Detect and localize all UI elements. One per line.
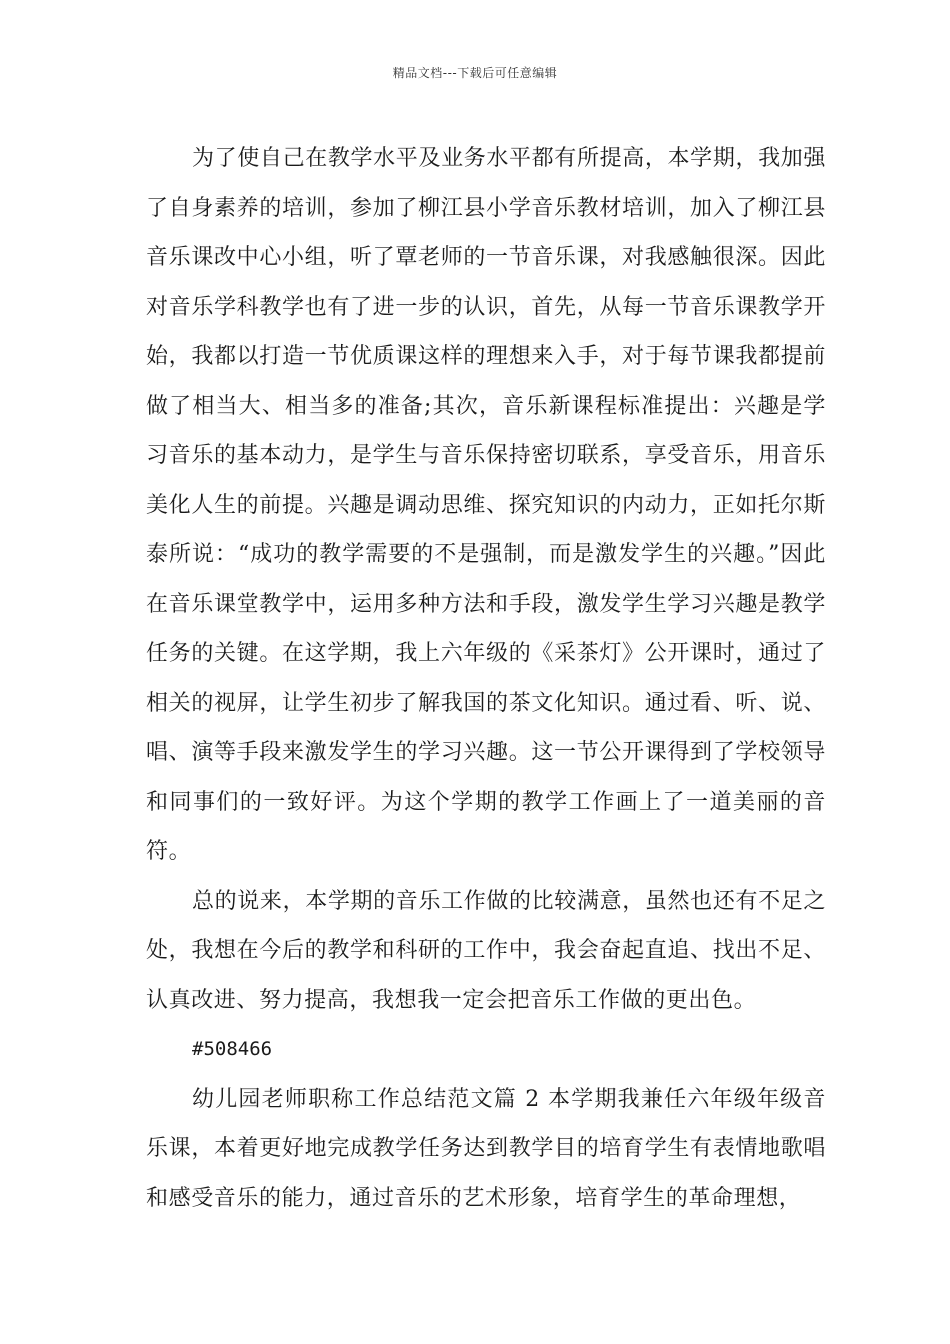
- paragraph-summary: 总的说来，本学期的音乐工作做的比较满意，虽然也还有不足之处，我想在今后的教学和科研的工作中，我会奋起直追、找出不足、认真改进、努力提高，我想我一定会把音乐工作做的更出色。: [146, 888, 826, 1013]
- paragraph-next-article: 幼儿园老师职称工作总结范文篇 2 本学期我兼任六年级年级音乐课，本着更好地完成教学任务达到教学目的培育学生有表情地歌唱和感受音乐的能力，通过音乐的艺术形象，培育学生的革命理想，: [146, 1086, 826, 1211]
- page-header: 精品文档---下载后可任意编辑: [392, 66, 558, 80]
- paragraph-teaching-improvement: 为了使自己在教学水平及业务水平都有所提高，本学期，我加强了自身素养的培训，参加了柳江县小学音乐教材培训，加入了柳江县音乐课改中心小组，听了覃老师的一节音乐课，对我感触很深。因此对音乐学科教学也有了进一步的认识，首先，从每一节音乐课教学开始，我都以打造一节优质课这样的理想来入手，对于每节课我都提前做了相当大、相当多的准备;其次，音乐新课程标准提出：兴趣是学习音乐的基本动力，是学生与音乐保持密切联系，享受音乐，用音乐美化人生的前提。兴趣是调动思维、探究知识的内动力，正如托尔斯泰所说：“成功的教学需要的不是强制，而是激发学生的兴趣。”因此在音乐课堂教学中，运用多种方法和手段，激发学生学习兴趣是教学任务的关键。在这学期，我上六年级的《采茶灯》公开课时，通过了相关的视屏，让学生初步了解我国的茶文化知识。通过看、听、说、唱、演等手段来激发学生的学习兴趣。这一节公开课得到了学校领导和同事们的一致好评。为这个学期的教学工作画上了一道美丽的音符。: [146, 146, 826, 864]
- document-body: [146, 134, 826, 1223]
- document-tag: #508466: [192, 1038, 273, 1060]
